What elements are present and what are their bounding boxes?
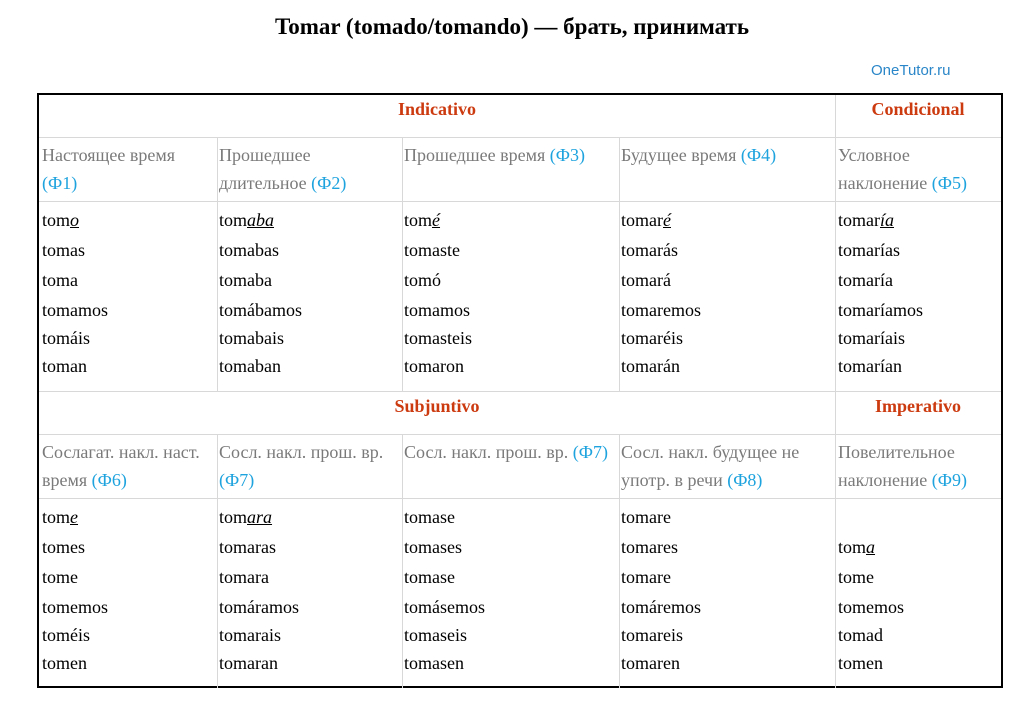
- form-stem: tomaría: [838, 270, 893, 290]
- verb-form: [621, 299, 701, 321]
- verb-form: [621, 209, 671, 231]
- form-stem: tomáremos: [621, 597, 701, 617]
- form-stem: tomabais: [219, 328, 284, 348]
- form-stem: tomareis: [621, 625, 683, 645]
- form-reference: (Ф3): [549, 145, 585, 165]
- form-stem: tomasteis: [404, 328, 472, 348]
- form-stem: tomabas: [219, 240, 279, 260]
- tense-name: Настоящее время: [42, 145, 176, 165]
- verb-form: [838, 209, 894, 231]
- form-stem: tomarían: [838, 356, 902, 376]
- form-stem: tomaran: [219, 653, 278, 673]
- form-ending: é: [432, 210, 441, 230]
- form-stem: tome: [42, 567, 78, 587]
- form-stem: tomaron: [404, 356, 464, 376]
- tense-name: Сосл. накл. будущее не употр. в речи: [621, 442, 800, 490]
- column-divider: [217, 434, 218, 688]
- verb-form: [219, 355, 281, 377]
- form-stem: tomamos: [404, 300, 470, 320]
- verb-form: [42, 209, 79, 231]
- verb-form: [404, 652, 464, 674]
- verb-form: [404, 536, 462, 558]
- form-ending: e: [70, 507, 79, 527]
- verb-form: [219, 596, 299, 618]
- form-stem: tomare: [621, 567, 671, 587]
- form-stem: tomaren: [621, 653, 680, 673]
- verb-form: [838, 239, 900, 261]
- verb-form: [838, 299, 923, 321]
- verb-form: [42, 596, 108, 618]
- conjugation-table: [37, 93, 1003, 688]
- form-stem: toma: [42, 270, 78, 290]
- form-stem: tomas: [42, 240, 85, 260]
- form-ending: é: [663, 210, 671, 230]
- mood-label: Subjuntivo: [394, 396, 480, 416]
- form-stem: tomares: [621, 537, 678, 557]
- form-stem: tomase: [404, 507, 455, 527]
- form-stem: tomaríais: [838, 328, 905, 348]
- form-stem: tomamos: [42, 300, 108, 320]
- verb-form: [404, 506, 455, 528]
- verb-form: [404, 596, 485, 618]
- tense-header: [219, 141, 398, 197]
- form-stem: tomó: [404, 270, 442, 290]
- verb-form: [838, 536, 875, 558]
- tense-header: [621, 141, 831, 169]
- form-stem: tomaremos: [621, 300, 701, 320]
- verb-form: [42, 327, 90, 349]
- verb-form: [621, 355, 680, 377]
- form-stem: tom: [404, 210, 433, 230]
- tense-name: Прошедшее время: [404, 145, 550, 165]
- form-stem: tom: [838, 537, 867, 557]
- form-stem: tomaréis: [621, 328, 683, 348]
- verb-form: [404, 209, 440, 231]
- form-reference: (Ф1): [42, 173, 78, 193]
- verb-form: [219, 239, 279, 261]
- verb-form: [838, 355, 902, 377]
- form-reference: (Ф6): [91, 470, 127, 490]
- form-stem: tomaban: [219, 356, 281, 376]
- verb-form: [219, 327, 284, 349]
- verb-form: [621, 624, 683, 646]
- verb-form: [42, 239, 85, 261]
- form-reference: (Ф2): [311, 173, 347, 193]
- verb-form: [404, 355, 464, 377]
- column-divider: [835, 95, 836, 391]
- verb-form: [621, 536, 678, 558]
- form-stem: tome: [838, 567, 874, 587]
- verb-form: [621, 566, 671, 588]
- verb-form: [838, 652, 883, 674]
- verb-form: [219, 506, 272, 528]
- verb-form: [838, 269, 893, 291]
- tense-name: Условное наклонение: [838, 145, 932, 193]
- form-stem: tomemos: [42, 597, 108, 617]
- form-stem: tomarías: [838, 240, 900, 260]
- form-stem: tomará: [621, 270, 671, 290]
- column-divider: [619, 137, 620, 391]
- mood-label: Imperativo: [875, 396, 961, 416]
- form-stem: tomad: [838, 625, 883, 645]
- site-brand: OneTutor.ru: [871, 62, 951, 79]
- verb-form: [42, 536, 85, 558]
- verb-form: [42, 269, 78, 291]
- form-stem: tomarais: [219, 625, 281, 645]
- tense-header: [621, 438, 831, 494]
- form-stem: tomaste: [404, 240, 460, 260]
- form-stem: tomases: [404, 537, 462, 557]
- verb-form: [621, 239, 678, 261]
- form-reference: (Ф5): [931, 173, 967, 193]
- form-stem: tomaseis: [404, 625, 467, 645]
- verb-form: [219, 652, 278, 674]
- verb-form: [219, 269, 272, 291]
- tense-name: Прошедшее длительное: [219, 145, 312, 193]
- form-stem: tomar: [621, 210, 663, 230]
- verb-form: [404, 624, 467, 646]
- verb-form: [219, 536, 276, 558]
- form-stem: tomase: [404, 567, 455, 587]
- tense-header: [838, 141, 997, 197]
- column-divider: [402, 137, 403, 391]
- column-divider: [217, 137, 218, 391]
- form-stem: tomábamos: [219, 300, 302, 320]
- mood-label: Indicativo: [397, 99, 476, 119]
- verb-form: [42, 624, 90, 646]
- form-stem: tomarán: [621, 356, 680, 376]
- form-stem: tom: [42, 507, 71, 527]
- form-stem: tomen: [42, 653, 87, 673]
- form-ending: ara: [247, 507, 273, 527]
- form-reference: (Ф9): [931, 470, 967, 490]
- tense-header: [42, 438, 213, 494]
- form-stem: tom: [219, 507, 248, 527]
- verb-form: [42, 355, 87, 377]
- form-stem: tomara: [219, 567, 269, 587]
- tense-header: [42, 141, 213, 197]
- verb-form: [42, 652, 87, 674]
- form-stem: tomes: [42, 537, 85, 557]
- form-stem: tomar: [838, 210, 880, 230]
- verb-form: [42, 299, 108, 321]
- form-ending: aba: [247, 210, 275, 230]
- verb-form: [219, 209, 274, 231]
- verb-form: [404, 566, 455, 588]
- form-stem: tomemos: [838, 597, 904, 617]
- form-ending: ía: [880, 210, 895, 230]
- row-divider: [39, 201, 1001, 202]
- section-divider: [39, 391, 1001, 392]
- form-stem: tomarás: [621, 240, 678, 260]
- form-ending: a: [866, 537, 876, 557]
- verb-form: [42, 506, 78, 528]
- verb-form: [838, 566, 874, 588]
- verb-form: [838, 624, 883, 646]
- form-stem: tomen: [838, 653, 883, 673]
- form-stem: toman: [42, 356, 87, 376]
- verb-form: [838, 596, 904, 618]
- form-stem: toméis: [42, 625, 90, 645]
- verb-form: [219, 566, 269, 588]
- form-reference: (Ф4): [740, 145, 777, 165]
- verb-form: [621, 652, 680, 674]
- row-divider: [39, 137, 1001, 138]
- column-divider: [835, 392, 836, 688]
- form-reference: (Ф7): [572, 442, 608, 462]
- row-divider: [39, 434, 1001, 435]
- tense-header: [219, 438, 398, 494]
- form-stem: tomáramos: [219, 597, 299, 617]
- form-stem: tomaras: [219, 537, 276, 557]
- verb-form: [621, 327, 683, 349]
- column-divider: [619, 434, 620, 688]
- row-divider: [39, 498, 1001, 499]
- verb-form: [621, 506, 671, 528]
- verb-form: [219, 624, 281, 646]
- verb-form: [621, 596, 701, 618]
- verb-form: [42, 566, 78, 588]
- tense-name: Повелительное наклонение: [838, 442, 955, 490]
- verb-form: [404, 239, 460, 261]
- form-stem: tomare: [621, 507, 671, 527]
- verb-form: [404, 299, 470, 321]
- column-divider: [402, 434, 403, 688]
- tense-name: Будущее время: [621, 145, 741, 165]
- form-ending: o: [70, 210, 80, 230]
- verb-form: [404, 269, 441, 291]
- form-stem: tomasen: [404, 653, 464, 673]
- verb-form: [838, 327, 905, 349]
- tense-header: [838, 438, 997, 494]
- verb-form: [219, 299, 302, 321]
- tense-name: Сослагат. накл. наст. время: [42, 442, 200, 490]
- tense-header: [404, 438, 615, 466]
- tense-name: Сосл. накл. прош. вр.: [219, 442, 384, 462]
- form-stem: tomásemos: [404, 597, 485, 617]
- mood-label: Condicional: [871, 99, 965, 119]
- tense-header: [404, 141, 615, 169]
- form-stem: tomaba: [219, 270, 272, 290]
- form-reference: (Ф8): [727, 470, 763, 490]
- form-stem: tom: [219, 210, 248, 230]
- form-stem: tomaríamos: [838, 300, 923, 320]
- form-stem: tom: [42, 210, 71, 230]
- tense-name: Сосл. накл. прош. вр.: [404, 442, 573, 462]
- verb-form: [404, 327, 472, 349]
- page-title: Tomar (tomado/tomando) — брать, принимать: [275, 14, 749, 39]
- form-reference: (Ф7): [219, 470, 255, 490]
- form-stem: tomáis: [42, 328, 90, 348]
- verb-form: [621, 269, 671, 291]
